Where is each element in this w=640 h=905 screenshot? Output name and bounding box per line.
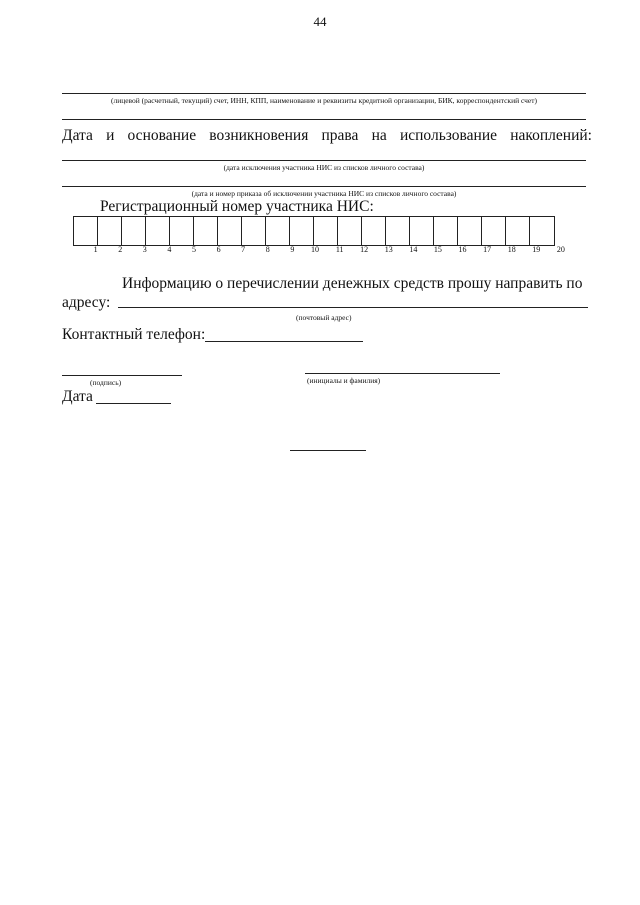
exclusion-date-line: [62, 160, 586, 161]
address-label: адресу:: [62, 294, 111, 311]
registration-cell[interactable]: [314, 217, 338, 245]
registration-cell[interactable]: [530, 217, 554, 245]
registration-cell[interactable]: [290, 217, 314, 245]
transfer-request-text: Информацию о перечислении денежных средств прошу направить по: [122, 275, 583, 292]
cell-number: 9: [290, 245, 295, 254]
signature-line[interactable]: [62, 375, 182, 376]
date-field-line[interactable]: [96, 403, 171, 404]
cell-number: 11: [335, 245, 344, 254]
registration-cell[interactable]: [506, 217, 530, 245]
date-basis-line: [62, 127, 592, 145]
phone-field-line[interactable]: [205, 341, 363, 342]
cell-number: 2: [118, 245, 123, 254]
cell-number: 15: [433, 245, 442, 254]
registration-cell[interactable]: [362, 217, 386, 245]
registration-cell[interactable]: [146, 217, 170, 245]
cell-number: 17: [483, 245, 492, 254]
date-basis-word: основание: [127, 127, 197, 144]
date-basis-word: возникновения: [209, 127, 309, 144]
date-basis-word: на: [371, 127, 387, 144]
cell-number: 7: [241, 245, 246, 254]
end-separator: [290, 450, 366, 451]
registration-cell[interactable]: [242, 217, 266, 245]
registration-number-grid[interactable]: [73, 216, 555, 246]
registration-cell-numbers: [73, 245, 565, 254]
registration-cell[interactable]: [434, 217, 458, 245]
registration-cell[interactable]: [170, 217, 194, 245]
date-basis-word: использование: [399, 127, 498, 144]
cell-number: 19: [532, 245, 541, 254]
order-line: [62, 186, 586, 187]
cell-number: 10: [310, 245, 319, 254]
date-basis-word: Дата: [62, 127, 93, 144]
registration-cell[interactable]: [74, 217, 98, 245]
registration-cell[interactable]: [266, 217, 290, 245]
account-line-bottom: [62, 119, 586, 120]
cell-number: 20: [556, 245, 565, 254]
account-caption: (лицевой (расчетный, текущий) счет, ИНН, КПП, наименование и реквизиты кредитной организации, БИК, корреспондентский счет): [110, 96, 538, 105]
cell-number: 4: [167, 245, 172, 254]
page-number: 44: [313, 14, 327, 29]
registration-cell[interactable]: [482, 217, 506, 245]
cell-number: 6: [216, 245, 221, 254]
registration-cell[interactable]: [458, 217, 482, 245]
phone-label: Контактный телефон:: [62, 326, 206, 343]
name-caption: (инициалы и фамилия): [307, 376, 381, 385]
signature-caption: (подпись): [90, 378, 122, 387]
cell-number: 5: [191, 245, 196, 254]
cell-number: 18: [507, 245, 516, 254]
registration-label: Регистрационный номер участника НИС:: [100, 198, 374, 215]
cell-number: 1: [93, 245, 98, 254]
date-basis-word: права: [321, 127, 359, 144]
registration-cell[interactable]: [386, 217, 410, 245]
address-field-line[interactable]: [118, 307, 588, 308]
cell-number: 3: [142, 245, 147, 254]
cell-number: 16: [458, 245, 467, 254]
date-basis-word: накоплений:: [510, 127, 592, 144]
name-line[interactable]: [305, 373, 500, 374]
registration-cell[interactable]: [122, 217, 146, 245]
account-line: [62, 93, 586, 94]
address-caption: (почтовый адрес): [296, 313, 352, 322]
cell-number: 8: [265, 245, 270, 254]
registration-cell[interactable]: [338, 217, 362, 245]
registration-cell[interactable]: [98, 217, 122, 245]
date-basis-word: и: [106, 127, 115, 144]
exclusion-date-caption: (дата исключения участника НИС из списков личного состава): [223, 163, 425, 172]
cell-number: 13: [384, 245, 393, 254]
registration-cell[interactable]: [218, 217, 242, 245]
cell-number: 12: [360, 245, 369, 254]
cell-number: 14: [409, 245, 418, 254]
order-caption: (дата и номер приказа об исключении участника НИС из списков личного состава): [191, 189, 457, 198]
registration-cell[interactable]: [410, 217, 434, 245]
date-label: Дата: [62, 388, 93, 405]
registration-cell[interactable]: [194, 217, 218, 245]
